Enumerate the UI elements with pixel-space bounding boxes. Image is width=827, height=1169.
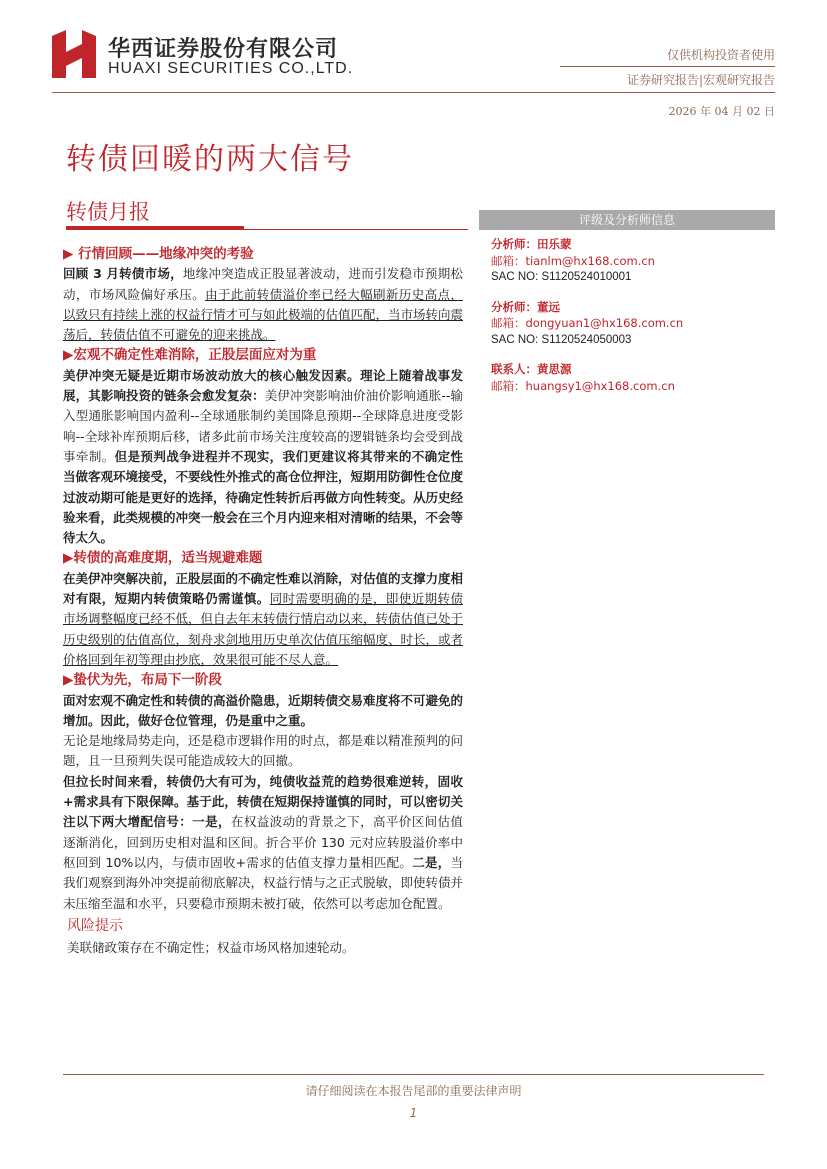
audience-note: 仅供机构投资者使用 (666, 48, 775, 62)
company-name-en: HUAXI SECURITIES CO.,LTD. (108, 60, 354, 77)
analyst-sac: SAC NO: S1120524010001 (491, 271, 632, 283)
analyst-name: 分析师：董远 (491, 299, 560, 314)
header-divider (560, 66, 775, 67)
para-text: 地缘冲突造成正股显著波动，进而引发稳市预期松动，市场风险偏好承压。 (63, 266, 463, 302)
para-bold: 二是， (412, 854, 451, 870)
huaxi-logo-icon (52, 30, 96, 78)
section-paragraph: 面对宏观不确定性和转债的高溢价隐患，近期转债交易难度将不可避免的增加。因此，做好仓位管理，仍是重中之重。 (63, 692, 464, 728)
section-heading: ▶宏观不确定性难消除，正股层面应对为重 (63, 347, 317, 364)
analyst-card (479, 299, 775, 349)
subtitle-rule (244, 229, 468, 230)
report-type: 证券研究报告|宏观研究报告 (626, 73, 775, 87)
report-subtitle: 转债月报 (66, 200, 150, 224)
para-underlined: 同时需要明确的是，即使近期转债市场调整幅度已经不低，但自去年末转债行情启动以来，转债估值已处于历史级别的估值高位，刻舟求剑地用历史单次估值压缩幅度、时长，或者价格回到年初等理由抄底，效果很可能不尽人意。 (63, 591, 464, 667)
header-divider-main (52, 92, 775, 93)
analyst-email[interactable]: 邮箱：tianlm@hx168.com.cn (491, 253, 655, 268)
para-bold: 但是预判战争进程并不现实，我们更建议将其带来的不确定性当做客观环境接受，不要线性外推式的高仓位押注，短期用防御性仓位度过波动期可能是更好的选择，待确定性转折后再做方向性转变。从历史经验来看，此类规模的冲突一般会在三个月内迎来相对清晰的结果，不会等待太久。 (63, 448, 464, 546)
company-name-cn: 华西证券股份有限公司 (108, 37, 339, 62)
para-underlined: 由于此前转债溢价率已经大幅刷新历史高点，以致只有持续上涨的权益行情才可与如此极端的估值匹配，当市场转向震荡后，转债估值不可避免的迎来挑战。 (63, 286, 464, 343)
risk-heading: 风险提示 (67, 917, 123, 934)
section-heading: ▶ 行情回顾——地缘冲突的考验 (63, 246, 254, 262)
section-paragraph (63, 569, 463, 670)
para-lead: 但拉长时间来看，转债仍大有可为，纯债收益荒的趋势很难逆转，固收+需求具有下限保障。基于此，转债在短期保持谨慎的同时，可以密切关注以下两大增配信号：一是， (63, 773, 463, 830)
report-title: 转债回暖的两大信号 (66, 142, 354, 177)
report-date: 2026 年 04 月 02 日 (668, 105, 775, 118)
analyst-card (479, 236, 775, 286)
sidebar-header: 评级及分析师信息 (479, 210, 775, 230)
section-paragraph (63, 366, 463, 549)
analyst-sac: SAC NO: S1120524050003 (491, 333, 632, 346)
para-text: 美伊冲突影响油价油价影响通胀--输入型通胀影响国内盈利--全球通胀制约美国降息预期--全球降息进度受影响--全球补库预期后移，诸多此前市场关注度较高的逻辑链条均会受到战事牵制。 (63, 388, 463, 464)
section-heading: ▶蛰伏为先，布局下一阶段 (63, 672, 222, 689)
contact-name: 联系人：黄思源 (491, 362, 572, 376)
section-paragraph (63, 772, 463, 914)
para-lead: 美伊冲突无疑是近期市场波动放大的核心触发因素。理论上随着战事发展，其影响投资的链条会愈发复杂： (63, 367, 463, 404)
page-number: 1 (409, 1106, 418, 1120)
contact-card (479, 361, 775, 394)
para-lead: 在美伊冲突解决前，正股层面的不确定性难以消除，对估值的支撑力度相对有限，短期内转债策略仍需谨慎。 (63, 570, 464, 607)
para-text: 当我们观察到海外冲突提前彻底解决，权益行情与之正式脱敏，即使转债并未压缩至温和水平，只要稳市预期未被打破，依然可以考虑加仓配置。 (63, 854, 464, 911)
analyst-name: 分析师：田乐蒙 (491, 237, 572, 251)
para-text: 在权益波动的背景之下，高平价区间估值逐渐消化，回到历史相对温和区间。折合平价 130 元对应转股溢价率中枢回到 10%以内，与债市固收+需求的估值支撑力量相匹配。 (63, 814, 463, 870)
subtitle-underline (66, 226, 244, 230)
section-paragraph: 无论是地缘局势走向，还是稳市逻辑作用的时点，都是难以精准预判的问题，且一旦预判失误可能造成较大的回撤。 (63, 733, 464, 769)
para-lead: 回顾 3 月转债市场， (63, 266, 183, 282)
section-heading: ▶转债的高难度期，适当规避难题 (63, 550, 263, 567)
section-paragraph (63, 264, 463, 345)
contact-email[interactable]: 邮箱：huangsy1@hx168.com.cn (491, 378, 675, 393)
analyst-email[interactable]: 邮箱：dongyuan1@hx168.com.cn (491, 316, 684, 330)
analyst-sidebar (479, 210, 775, 394)
footer-disclaimer: 请仔细阅读在本报告尾部的重要法律声明 (305, 1084, 522, 1098)
footer-divider (63, 1074, 764, 1075)
main-content (63, 244, 463, 958)
risk-text: 美联储政策存在不确定性；权益市场风格加速轮动。 (67, 940, 355, 956)
